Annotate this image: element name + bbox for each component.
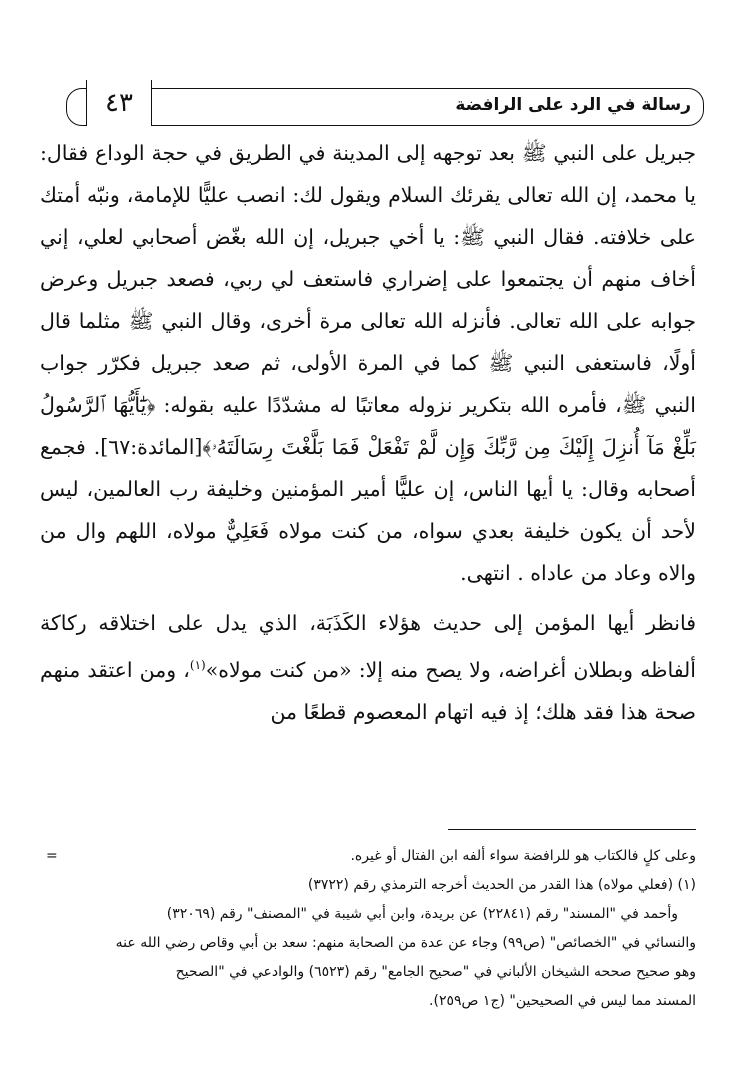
footnotes (46, 842, 696, 1016)
paragraph-2-end: ، ومن اعتقد منهم صحة هذا فقد هلك؛ إذ فيه اتهام المعصوم قطعًا من (40, 657, 696, 724)
footnote-1-line: وأحمد في "المسند" رقم (٢٢٨٤١) عن بريدة، وابن أبي شيبة في "المصنف" رقم (٣٢٠٦٩) (166, 906, 678, 922)
footnote-reference-1: (١) (189, 658, 206, 672)
paragraph-2 (40, 602, 696, 733)
footnote-continued (46, 842, 696, 871)
footnote-continued-text: وعلى كلٍ فالكتاب هو للرافضة سواء ألفه ابن الفتال أو غيره. (350, 848, 696, 864)
footnote-1-line: وهو صحيح صححه الشيخان الألباني في "صحيح الجامع" رقم (٦٥٢٣) والوادعي في "الصحيح (175, 964, 696, 980)
footnote-1-line: المسند مما ليس في الصحيحين" (ج١ ص٢٥٩). (429, 993, 696, 1009)
main-text (40, 132, 696, 733)
running-header (66, 88, 704, 126)
footnote-1-line: والنسائي في "الخصائص" (ص٩٩) وجاء عن عدة من الصحابة منهم: سعد بن أبي وقاص رضي الله عنه (115, 935, 696, 951)
running-title: رسالة في الرد على الرافضة (455, 95, 691, 115)
footnote-1-first-line: (١) (فعلي مولاه) هذا القدر من الحديث أخرجه الترمذي رقم (٣٧٢٢) (307, 877, 696, 893)
footnote-continued-marker: = (46, 848, 58, 864)
paragraph-2-main: فانظر أيها المؤمن إلى حديث هؤلاء الكَذَبَة، الذي يدل على اختلاقه ركاكة ألفاظه وبطلان أغراضه، ولا يصح منه إلا: «من كنت مولاه» (40, 611, 696, 682)
paragraph-1: جبريل على النبي ﷺ بعد توجهه إلى المدينة في الطريق في حجة الوداع فقال: يا محمد، إن الله تعالى يقرئك السلام ويقول لك: انصب عليًّا للإمامة، ونبّه أمتك على خلافته. فقال النبي ﷺ: يا أخي جبريل، إن الله بغّض أصحابي لعلي، إني أخاف منهم أن يجتمعوا على إضراري فاستعف لي ربي، فصعد جبريل وعرض جوابه على الله تعالى. فأنزله الله تعالى مرة أخرى، وقال النبي ﷺ مثلما قال أولًا، فاستعفى النبي ﷺ كما في المرة الأولى، ثم صعد جبريل فكرّر جواب النبي ﷺ، فأمره الله بتكرير نزوله معاتبًا له مشدّدًا عليه بقوله: ﴿يَٰٓأَيُّهَا ٱلرَّسُولُ بَلِّغْ مَآ أُنزِلَ إِلَيْكَ مِن رَّبِّكَ وَإِن لَّمْ تَفْعَلْ فَمَا بَلَّغْتَ رِسَالَتَهُۥ﴾[المائدة:٦٧]. فجمع أصحابه وقال: يا أيها الناس، إن عليًّا أمير المؤمنين وخليفة رب العالمين، ليس لأحد أن يكون خليفة بعدي سواه، من كنت مولاه فَعَلِيٌّ مولاه، اللهم وال من والاه وعاد من عاداه . انتهى. (40, 141, 696, 585)
footnote-separator (448, 829, 696, 830)
page-number-box (86, 80, 152, 126)
page-number: ٤٣ (105, 88, 133, 118)
